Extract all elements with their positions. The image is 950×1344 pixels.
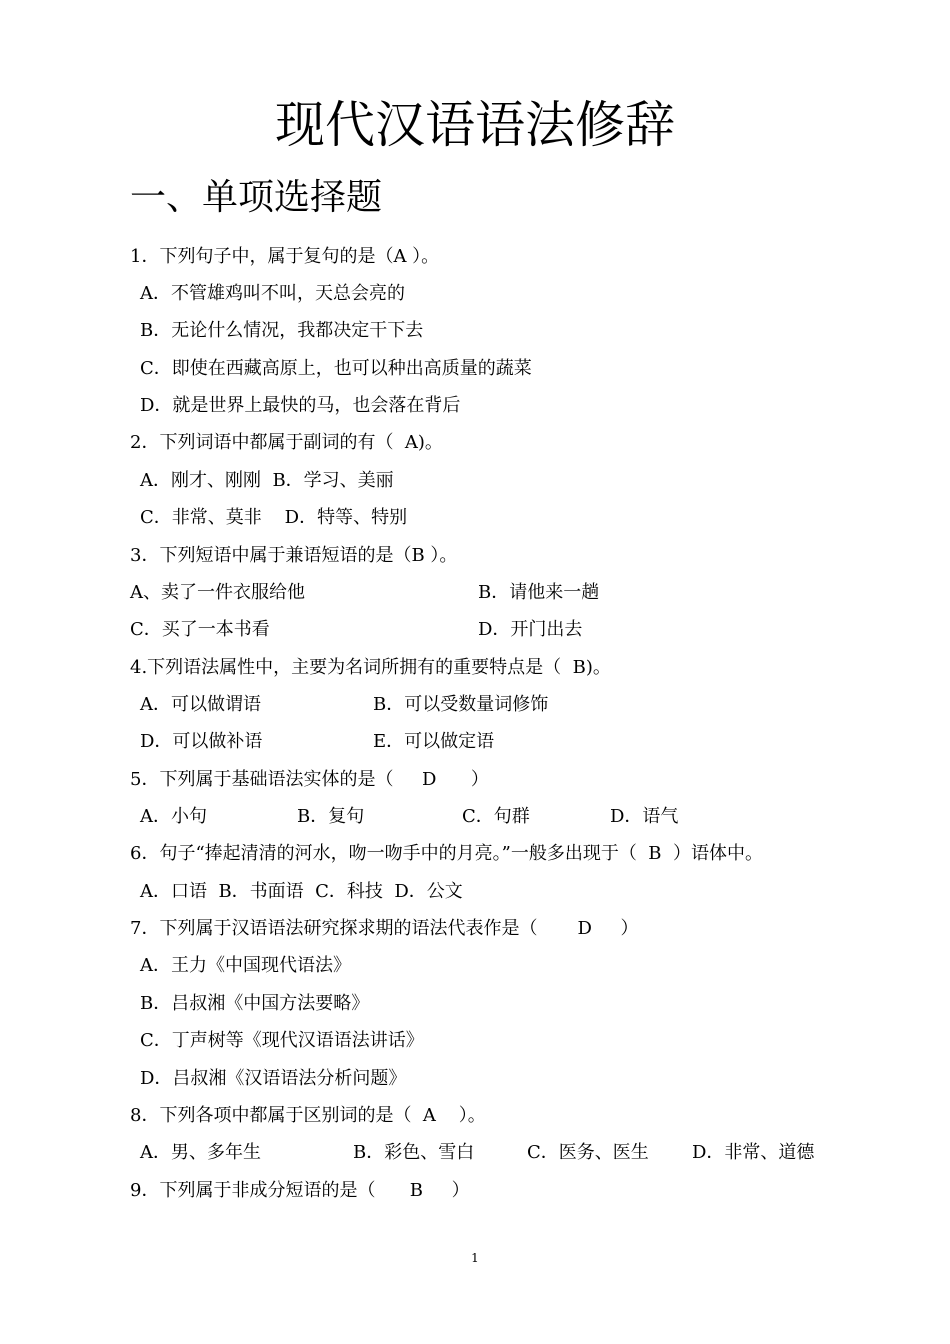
question-option: B．复句 [297, 806, 365, 827]
question-stem: 8．下列各项中都属于区别词的是（ A ）。 [130, 1105, 486, 1126]
question-option: E．可以做定语 [373, 731, 495, 752]
question-option: C．医务、医生 [527, 1142, 649, 1163]
question-option: C．即使在西藏高原上，也可以种出高质量的蔬菜 [140, 358, 532, 379]
question-stem: 3．下列短语中属于兼语短语的是（B ）。 [130, 545, 458, 566]
question-option: A．小句 [140, 806, 207, 827]
question-option: C．句群 [462, 806, 530, 827]
question-option: B．无论什么情况，我都决定干下去 [140, 320, 424, 341]
question-option: D．就是世界上最快的马，也会落在背后 [140, 395, 461, 416]
question-stem: 5．下列属于基础语法实体的是（ D ） [130, 769, 489, 790]
question-option: A．男、多年生 [140, 1142, 261, 1163]
question-option: A．刚才、刚刚 B．学习、美丽 [140, 470, 394, 491]
question-stem: 1．下列句子中，属于复句的是（A ）。 [130, 246, 440, 267]
question-stem: 9．下列属于非成分短语的是（ B ） [130, 1180, 470, 1201]
question-option: A．可以做谓语 [140, 694, 261, 715]
question-stem: 2．下列词语中都属于副词的有（ A)。 [130, 432, 443, 453]
question-option: B．吕叔湘《中国方法要略》 [140, 993, 370, 1014]
question-stem: 7．下列属于汉语语法研究探求期的语法代表作是（ D ） [130, 918, 639, 939]
question-option: D．开门出去 [478, 619, 583, 640]
question-option: A．不管雄鸡叫不叫，天总会亮的 [140, 283, 405, 304]
document-title: 现代汉语语法修辞 [275, 96, 675, 154]
section-heading: 一、单项选择题 [130, 177, 383, 218]
question-option: D．吕叔湘《汉语语法分析问题》 [140, 1068, 407, 1089]
question-option: C．丁声树等《现代汉语语法讲话》 [140, 1030, 424, 1051]
question-option: D．语气 [610, 806, 679, 827]
question-stem: 6．句子“捧起清清的河水，吻一吻手中的月亮。”一般多出现于（ B ）语体中。 [130, 843, 763, 864]
question-option: A、卖了一件衣服给他 [130, 582, 305, 603]
question-option: B．可以受数量词修饰 [373, 694, 549, 715]
question-option: B．请他来一趟 [478, 582, 600, 603]
question-option: B．彩色、雪白 [353, 1142, 475, 1163]
question-option: D．可以做补语 [140, 731, 263, 752]
question-option: A．王力《中国现代语法》 [140, 955, 351, 976]
page-number: 1 [471, 1251, 479, 1265]
question-option: C．非常、莫非 D．特等、特别 [140, 507, 408, 528]
question-option: A．口语 B．书面语 C．科技 D．公文 [140, 881, 463, 902]
question-option: C．买了一本书看 [130, 619, 270, 640]
question-stem: 4.下列语法属性中，主要为名词所拥有的重要特点是（ B)。 [130, 657, 611, 678]
question-option: D．非常、道德 [692, 1142, 815, 1163]
